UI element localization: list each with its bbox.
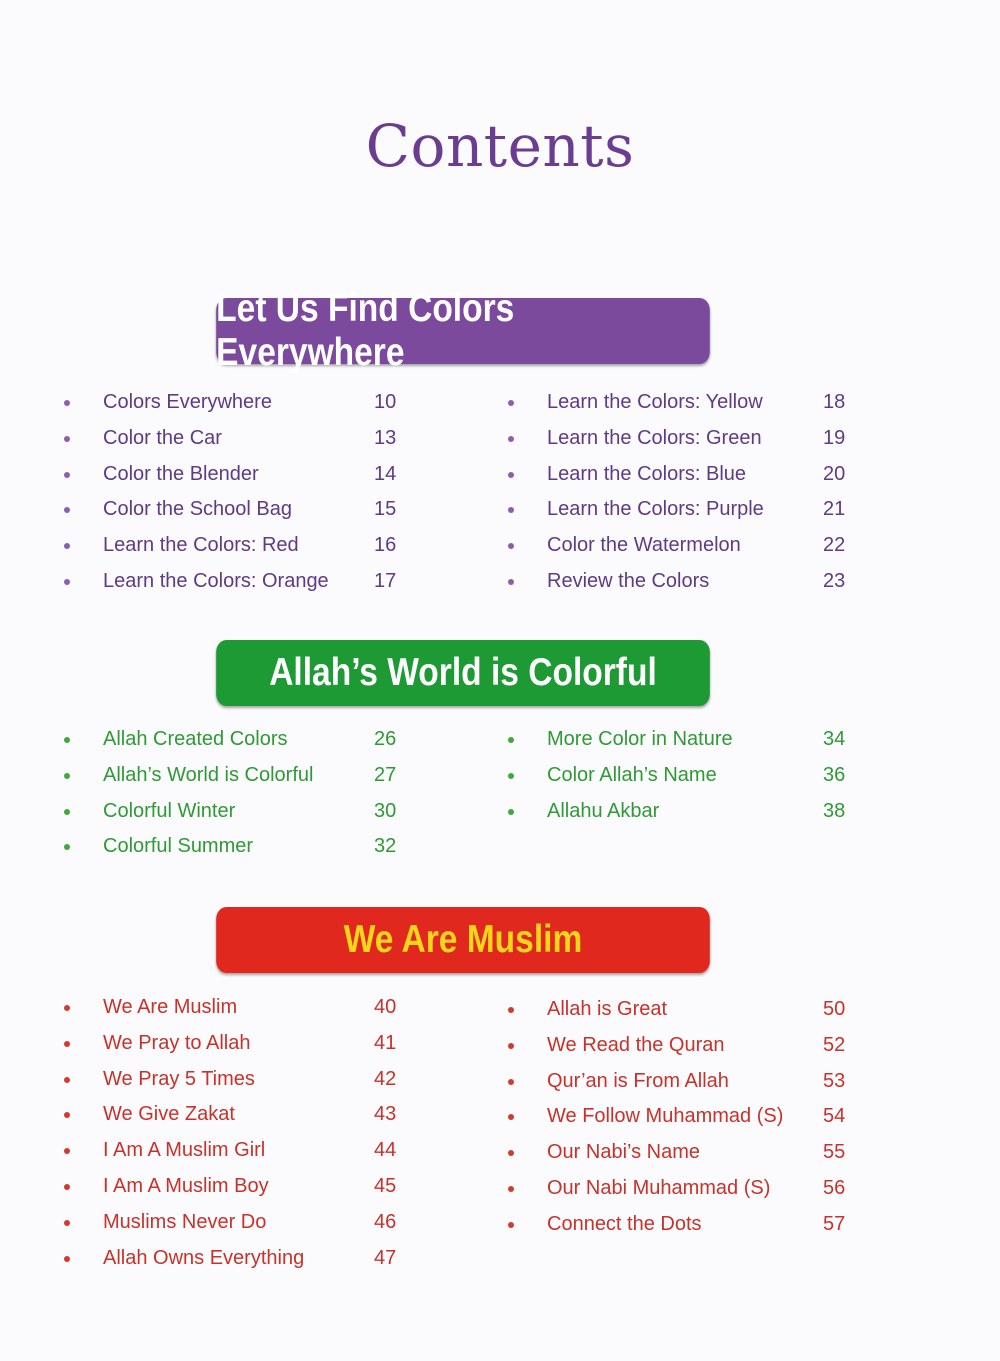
toc-entry-page-number: 15 — [374, 498, 397, 521]
bullet-icon — [64, 1256, 70, 1262]
toc-entry-page-number: 43 — [374, 1103, 397, 1126]
toc-entry-title: Allah is Great — [547, 998, 668, 1020]
bullet-icon — [64, 1077, 70, 1083]
toc-entry-title: Learn the Colors: Green — [547, 426, 762, 449]
bullet-icon — [508, 507, 514, 513]
toc-entry — [508, 1135, 888, 1171]
toc-entry-title: Color the School Bag — [103, 498, 293, 521]
toc-entry-page-number: 22 — [823, 534, 846, 557]
toc-entry — [64, 528, 444, 564]
toc-entry — [64, 1205, 444, 1241]
section-banner-colors-everywhere — [216, 287, 710, 374]
toc-entry-page-number: 40 — [374, 996, 397, 1018]
bullet-icon — [508, 543, 514, 549]
toc-entry-title: Review the Colors — [547, 569, 710, 592]
toc-entry — [64, 421, 444, 457]
toc-list-right — [508, 992, 888, 1243]
bullet-icon — [508, 737, 514, 743]
toc-entry-page-number: 18 — [823, 391, 846, 413]
toc-entry — [508, 421, 888, 457]
toc-entry-title: Colorful Summer — [103, 835, 254, 858]
toc-entry — [64, 1133, 444, 1169]
toc-entry-title: We Follow Muhammad (S) — [547, 1105, 784, 1128]
toc-entry-title: Learn the Colors: Yellow — [547, 391, 763, 413]
toc-entry-page-number: 32 — [374, 835, 397, 858]
toc-entry — [508, 492, 888, 528]
toc-entry — [508, 1207, 888, 1243]
toc-entry-page-number: 44 — [374, 1139, 397, 1162]
toc-list-right — [508, 385, 888, 600]
toc-list-left — [64, 990, 444, 1276]
toc-entry-page-number: 30 — [374, 799, 397, 822]
toc-entry — [508, 528, 888, 564]
bullet-icon — [64, 436, 70, 442]
toc-entry — [508, 758, 888, 794]
toc-entry — [508, 564, 888, 600]
toc-entry — [64, 722, 444, 758]
toc-entry-page-number: 20 — [823, 462, 846, 485]
toc-entry-page-number: 50 — [823, 998, 846, 1020]
toc-entry-page-number: 34 — [823, 728, 846, 750]
toc-entry-title: We Are Muslim — [103, 996, 238, 1018]
bullet-icon — [64, 1112, 70, 1118]
toc-entry-page-number: 16 — [374, 534, 397, 557]
section-banner-allahs-world — [216, 640, 710, 706]
bullet-icon — [64, 844, 70, 850]
toc-entry-page-number: 38 — [823, 799, 846, 822]
bullet-icon — [508, 1079, 514, 1085]
bullet-icon — [508, 1007, 514, 1013]
toc-entry — [64, 457, 444, 493]
toc-entry-page-number: 14 — [374, 462, 397, 485]
toc-entry-title: We Pray 5 Times — [103, 1067, 255, 1090]
toc-entry-page-number: 54 — [823, 1105, 846, 1128]
bullet-icon — [508, 400, 514, 406]
toc-entry — [64, 492, 444, 528]
toc-entry-title: Qur’an is From Allah — [547, 1069, 729, 1092]
toc-entry-title: Allah Owns Everything — [103, 1246, 305, 1269]
toc-entry-page-number: 27 — [374, 763, 397, 786]
toc-entry — [508, 1028, 888, 1064]
toc-entry — [508, 1064, 888, 1100]
toc-entry-title: We Give Zakat — [103, 1103, 235, 1126]
toc-entry-title: Muslims Never Do — [103, 1210, 267, 1233]
toc-entry-title: Color Allah’s Name — [547, 763, 717, 786]
toc-entry-title: Connect the Dots — [547, 1212, 702, 1235]
bullet-icon — [64, 472, 70, 478]
toc-entry-title: We Pray to Allah — [103, 1031, 251, 1054]
bullet-icon — [64, 579, 70, 585]
toc-entry-page-number: 10 — [374, 391, 397, 413]
toc-entry-page-number: 55 — [823, 1141, 846, 1164]
toc-entry — [508, 385, 888, 421]
toc-entry-title: Learn the Colors: Blue — [547, 462, 747, 485]
section-heading: Let Us Find Colors Everywhere — [216, 287, 515, 374]
toc-entry-title: Allah Created Colors — [103, 728, 288, 750]
bullet-icon — [64, 737, 70, 743]
toc-entry-page-number: 52 — [823, 1033, 846, 1056]
toc-entry-title: Learn the Colors: Red — [103, 534, 299, 557]
toc-entry — [64, 1169, 444, 1205]
bullet-icon — [64, 1184, 70, 1190]
toc-entry-title: Learn the Colors: Purple — [547, 498, 764, 521]
toc-entry — [508, 1099, 888, 1135]
toc-entry — [64, 1241, 444, 1277]
bullet-icon — [64, 507, 70, 513]
toc-entry — [64, 1097, 444, 1133]
section-heading: We Are Muslim — [343, 918, 583, 961]
toc-entry-title: I Am A Muslim Girl — [103, 1139, 266, 1162]
toc-list-right — [508, 722, 888, 829]
toc-entry-title: Colorful Winter — [103, 799, 236, 822]
toc-entry-page-number: 53 — [823, 1069, 846, 1092]
bullet-icon — [64, 1041, 70, 1047]
bullet-icon — [64, 809, 70, 815]
toc-entry — [508, 722, 888, 758]
toc-entry-page-number: 17 — [374, 569, 397, 592]
toc-entry-page-number: 26 — [374, 728, 397, 750]
toc-entry-title: Learn the Colors: Orange — [103, 569, 329, 592]
toc-entry — [64, 990, 444, 1026]
toc-entry-title: Allahu Akbar — [547, 799, 660, 822]
toc-entry — [64, 794, 444, 830]
bullet-icon — [508, 773, 514, 779]
toc-entry-page-number: 42 — [374, 1067, 397, 1090]
toc-entry-page-number: 41 — [374, 1031, 397, 1054]
bullet-icon — [508, 1114, 514, 1120]
toc-entry-page-number: 57 — [823, 1212, 846, 1235]
toc-entry-page-number: 23 — [823, 569, 846, 592]
toc-entry — [508, 1171, 888, 1207]
bullet-icon — [64, 1005, 70, 1011]
toc-entry-page-number: 36 — [823, 763, 846, 786]
toc-entry — [64, 1026, 444, 1062]
toc-entry — [508, 457, 888, 493]
toc-entry-page-number: 56 — [823, 1176, 846, 1199]
toc-entry-title: Color the Blender — [103, 462, 259, 485]
toc-list-left — [64, 385, 444, 600]
toc-entry — [508, 992, 888, 1028]
bullet-icon — [64, 543, 70, 549]
toc-entry-title: More Color in Nature — [547, 728, 733, 750]
bullet-icon — [64, 773, 70, 779]
toc-entry — [64, 385, 444, 421]
toc-entry-title: Color the Watermelon — [547, 534, 741, 557]
section-heading: Allah’s World is Colorful — [269, 651, 657, 694]
bullet-icon — [64, 1148, 70, 1154]
page-title: Contents — [365, 112, 635, 180]
bullet-icon — [508, 809, 514, 815]
toc-entry-title: Color the Car — [103, 426, 222, 449]
bullet-icon — [508, 579, 514, 585]
toc-entry — [64, 758, 444, 794]
section-banner-we-are-muslim — [216, 907, 710, 973]
toc-list-left — [64, 722, 444, 865]
bullet-icon — [508, 1043, 514, 1049]
toc-entry-title: Our Nabi Muhammad (S) — [547, 1176, 771, 1199]
toc-entry-title: We Read the Quran — [547, 1033, 725, 1056]
bullet-icon — [508, 1186, 514, 1192]
toc-entry-page-number: 13 — [374, 426, 397, 449]
bullet-icon — [64, 400, 70, 406]
bullet-icon — [508, 1150, 514, 1156]
toc-entry-title: Allah’s World is Colorful — [103, 763, 314, 786]
bullet-icon — [508, 472, 514, 478]
toc-entry-page-number: 45 — [374, 1174, 397, 1197]
toc-entry-page-number: 21 — [823, 498, 846, 521]
toc-entry — [64, 1062, 444, 1098]
toc-entry-page-number: 19 — [823, 426, 846, 449]
toc-entry-page-number: 46 — [374, 1210, 397, 1233]
toc-entry — [508, 794, 888, 830]
toc-entry — [64, 564, 444, 600]
toc-entry-title: Colors Everywhere — [103, 391, 272, 413]
toc-entry — [64, 829, 444, 865]
toc-entry-page-number: 47 — [374, 1246, 397, 1269]
bullet-icon — [508, 1222, 514, 1228]
toc-entry-title: I Am A Muslim Boy — [103, 1174, 269, 1197]
bullet-icon — [508, 436, 514, 442]
toc-entry-title: Our Nabi’s Name — [547, 1141, 701, 1164]
bullet-icon — [64, 1220, 70, 1226]
